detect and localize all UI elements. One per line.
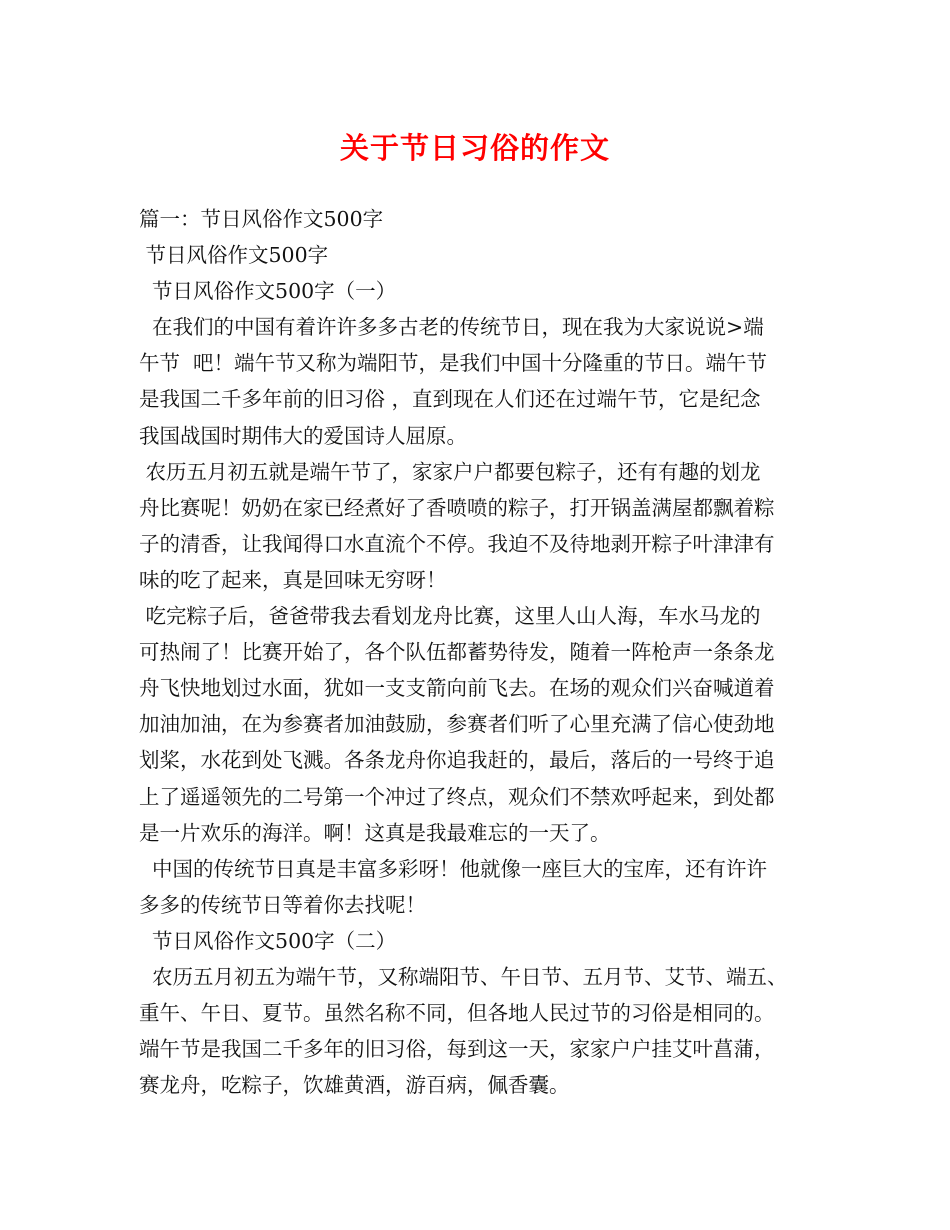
text-line: 篇一：节日风俗作文500字 <box>139 207 384 231</box>
text-line: 端午节是我国二千多年的旧习俗，每到这一天，家家户户挂艾叶菖蒲， <box>139 1037 775 1062</box>
text-line: 赛龙舟，吃粽子，饮雄黄酒，游百病，佩香囊。 <box>139 1073 570 1098</box>
text-line: 重午、午日、夏节。虽然名称不同，但各地人民过节的习俗是相同的。 <box>139 1001 775 1026</box>
text-line: 舟飞快地划过水面，犹如一支支箭向前飞去。在场的观众们兴奋喊道着 <box>139 676 775 701</box>
text-line: 可热闹了！比赛开始了，各个队伍都蓄势待发，随着一阵枪声一条条龙 <box>139 640 775 665</box>
text-line: 节日风俗作文500字（二） <box>139 928 397 953</box>
text-line: 多多的传统节日等着你去找呢！ <box>139 892 426 917</box>
text-line: 上了遥遥领先的二号第一个冲过了终点，观众们不禁欢呼起来，到处都 <box>139 784 775 809</box>
text-line: 是一片欢乐的海洋。啊！这真是我最难忘的一天了。 <box>139 820 611 845</box>
text-line: 子的清香，让我闻得口水直流个不停。我迫不及待地剥开粽子叶津津有 <box>139 531 775 556</box>
text-line: 我国战国时期伟大的爱国诗人屈原。 <box>139 423 467 448</box>
text-line: 农历五月初五就是端午节了，家家户户都要包粽子，还有有趣的划龙 <box>139 459 761 484</box>
document-body <box>139 201 839 1103</box>
text-line: 是我国二千多年前的旧习俗 ，直到现在人们还在过端午节，它是纪念 <box>139 387 761 412</box>
text-line: 农历五月初五为端午节，又称端阳节、午日节、五月节、艾节、端五、 <box>139 964 788 989</box>
text-line: 午节 吧！端午节又称为端阳节，是我们中国十分隆重的节日。端午节 <box>139 351 768 376</box>
text-line: 吃完粽子后，爸爸带我去看划龙舟比赛，这里人山人海，车水马龙的 <box>139 604 761 629</box>
text-line: 舟比赛呢！奶奶在家已经煮好了香喷喷的粽子，打开锅盖满屋都飘着粽 <box>139 495 775 520</box>
text-line: 在我们的中国有着许许多多古老的传统节日，现在我为大家说说>端 <box>139 315 764 340</box>
text-line: 味的吃了起来，真是回味无穷呀！ <box>139 567 447 592</box>
text-line: 中国的传统节日真是丰富多彩呀！他就像一座巨大的宝库，还有许许 <box>139 856 768 881</box>
document-title: 关于节日习俗的作文 <box>339 131 610 165</box>
text-line: 划桨，水花到处飞溅。各条龙舟你追我赶的，最后，落后的一号终于追 <box>139 748 775 773</box>
text-line: 节日风俗作文500字 <box>139 243 329 268</box>
text-line: 加油加油，在为参赛者加油鼓励，参赛者们听了心里充满了信心使劲地 <box>139 712 775 737</box>
text-line: 节日风俗作文500字（一） <box>139 279 397 304</box>
